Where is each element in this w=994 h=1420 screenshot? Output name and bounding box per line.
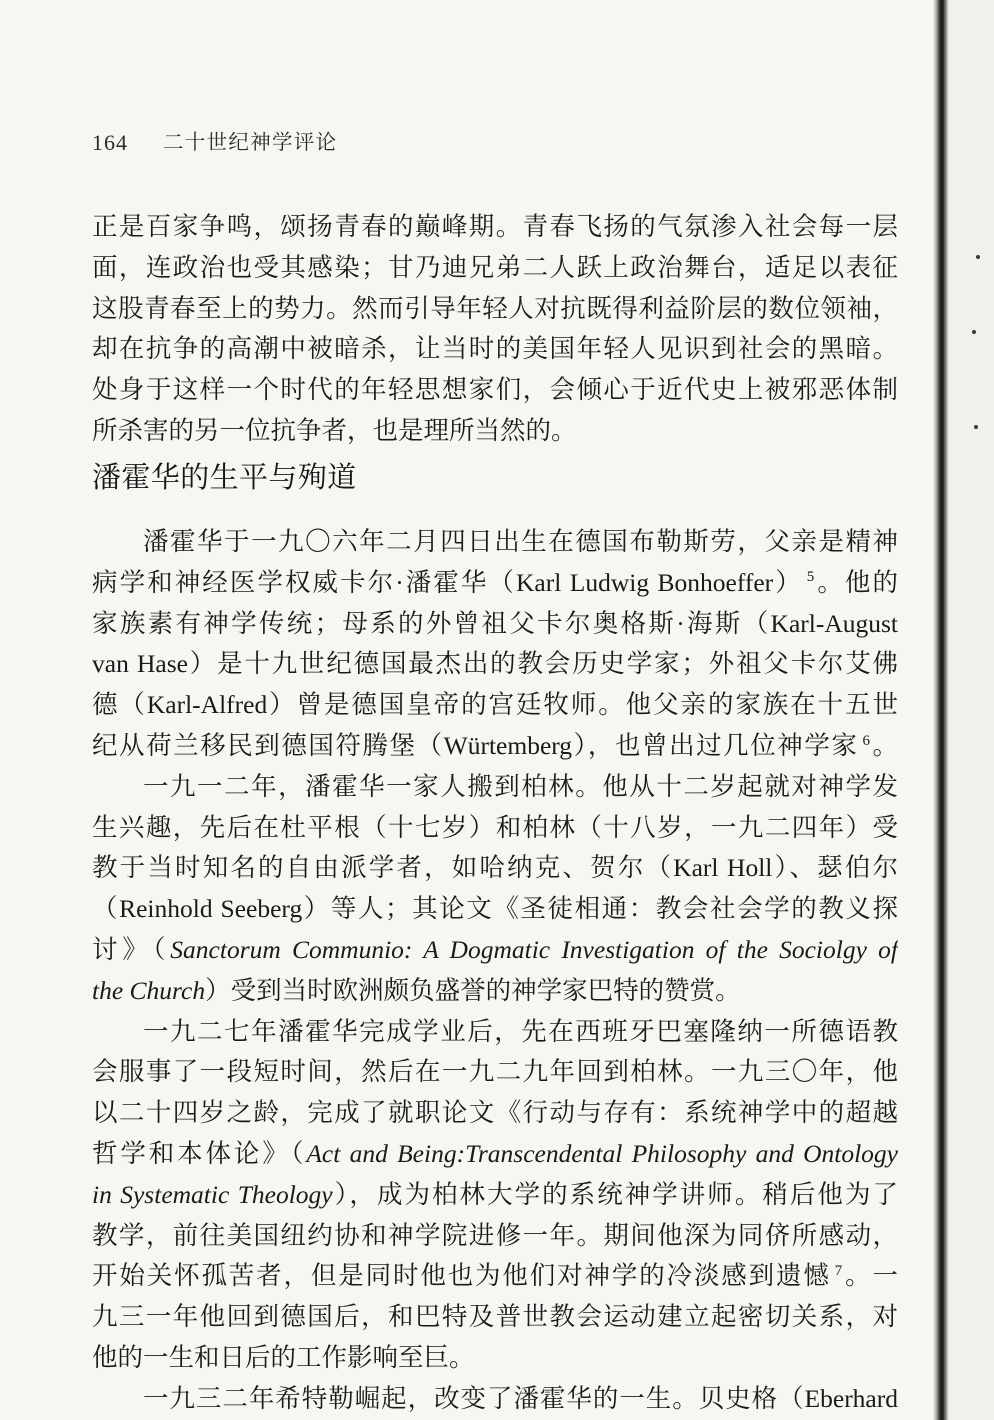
work-title-italic: Act and Being:Transcendental Philosophy and Ontology [306,1138,898,1168]
text-line: 一九一二年，潘霍华一家人搬到柏林。他从十二岁起就对神学发 [143,771,898,801]
line-text: ）受到当时欧洲颇负盛誉的神学家巴特的赞赏。 [205,975,741,1005]
paragraph [92,522,898,767]
page-number: 164 [92,130,128,155]
text-line [92,1256,898,1297]
line-text: 。一 [843,1261,898,1291]
text-line: van Hase）是十九世纪德国最杰出的教会历史学家；外祖父卡尔艾佛 [92,649,898,679]
scan-speck [974,425,978,429]
paragraph [92,207,898,452]
line-text: 。他的 [815,567,898,597]
work-title-italic: in Systematic Theology [92,1179,333,1209]
text-line: 一九二七年潘霍华完成学业后，先在西班牙巴塞隆纳一所德语教 [143,1016,898,1046]
text-line [92,1134,898,1175]
text-line: 一九三二年希特勒崛起，改变了潘霍华的一生。贝史格（Eberhard [143,1383,898,1413]
paragraph [92,1012,898,1379]
line-text: 讨》（ [92,934,171,964]
paragraph [92,767,898,1012]
scan-speck [972,330,976,334]
line-text: 纪从荷兰移民到德国符腾堡（Würtemberg），也曾出过几位神学家 [92,730,859,760]
text-line: 处身于这样一个时代的年轻思想家们，会倾心于近代史上被邪恶体制 [92,375,898,405]
section-heading: 潘霍华的生平与殉道 [92,459,357,494]
text-line: 所杀害的另一位抗争者，也是理所当然的。 [92,415,577,445]
running-title: 二十世纪神学评论 [163,132,338,154]
text-line: 面，连政治也受其感染；甘乃迪兄弟二人跃上政治舞台，适足以表征 [92,252,898,282]
text-line: 会服事了一段短时间，然后在一九二九年回到柏林。一九三〇年，他 [92,1057,898,1087]
binding-shadow [933,0,949,1420]
work-title-italic: the Church [92,975,206,1005]
scan-speck [976,255,980,259]
line-text: 病学和神经医学权威卡尔·潘霍华（Karl Ludwig Bonhoeffer） [92,567,803,597]
text-line: 他的一生和日后的工作影响至巨。 [92,1342,475,1372]
text-line: 却在抗争的高潮中被暗杀，让当时的美国年轻人见识到社会的黑暗。 [92,334,898,364]
line-text: 。 [870,730,898,760]
text-line: 教学，前往美国纽约协和神学院进修一年。期间他深为同侪所感动， [92,1220,898,1250]
text-line [92,971,898,1012]
text-line: 教于当时知名的自由派学者，如哈纳克、贺尔（Karl Holl）、瑟伯尔 [92,853,898,883]
paragraph [92,1379,898,1419]
work-title-italic: Sanctorum Communio: A Dogmatic Investigation of the Sociolgy of [170,934,898,964]
body-text [92,207,898,1419]
text-line: （Reinhold Seeberg）等人；其论文《圣徒相通：教会社会学的教义探 [92,894,898,924]
line-text: 哲学和本体论》（ [92,1138,307,1168]
text-line [92,726,898,767]
footnote-ref: 6 [862,732,870,749]
footnote-ref: 5 [806,569,815,586]
text-line: 以二十四岁之龄，完成了就职论文《行动与存有：系统神学中的超越 [92,1098,898,1128]
line-text: ），成为柏林大学的系统神学讲师。稍后他为了 [332,1179,898,1209]
text-line: 潘霍华于一九〇六年二月四日出生在德国布勒斯劳，父亲是精神 [143,526,898,556]
line-text: 开始关怀孤苦者，但是同时他也为他们对神学的冷淡感到遗憾 [92,1261,831,1291]
text-line [92,930,898,971]
text-line: 德（Karl-Alfred）曾是德国皇帝的宫廷牧师。他父亲的家族在十五世 [92,690,898,720]
running-header [92,128,492,158]
text-line: 正是百家争鸣，颂扬青春的巅峰期。青春飞扬的气氛渗入社会每一层 [92,212,898,241]
text-line: 生兴趣，先后在杜平根（十七岁）和柏林（十八岁，一九二四年）受 [92,812,898,842]
footnote-ref: 7 [834,1263,843,1280]
page-margin-beyond-binding [949,0,994,1420]
text-line [92,1175,898,1216]
text-line: 这股青春至上的势力。然而引导年轻人对抗既得利益阶层的数位领袖， [92,293,898,323]
text-line: 家族素有神学传统；母系的外曾祖父卡尔奥格斯·海斯（Karl-August [92,608,898,638]
text-line: 九三一年他回到德国后，和巴特及普世教会运动建立起密切关系，对 [92,1302,898,1332]
text-line [92,563,898,604]
